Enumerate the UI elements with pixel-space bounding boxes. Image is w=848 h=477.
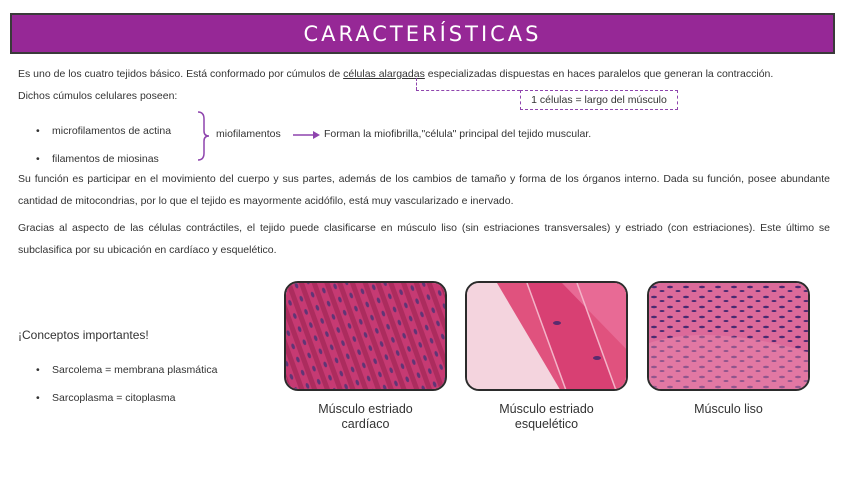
caption-cardiac: Músculo estriado cardíaco xyxy=(318,402,413,431)
intro-line2: Dichos cúmulos celulares poseen: xyxy=(18,90,178,102)
intro-paragraph xyxy=(18,63,830,107)
brace-icon xyxy=(196,111,210,161)
list-item: • filamentos de miosinas xyxy=(36,145,171,173)
components-list xyxy=(36,117,171,173)
list-item: • microfilamentos de actina xyxy=(36,117,171,145)
intro-text-after: especializadas dispuestas en haces paralelos que generan la contracción. xyxy=(424,68,774,80)
function-paragraph: Su función es participar en el movimiento del cuerpo y sus partes, además de los cambios de tamaño y forma de los órganos interno. Dada su función, posee abundante cantidad de mitocondrias, por lo que el tejido es mayormente acidófilo, está muy vascularizado e inervado. xyxy=(18,173,830,207)
list-item: • Sarcoplasma = citoplasma xyxy=(36,384,217,412)
skeletal-muscle-image xyxy=(465,281,628,391)
cardiac-muscle-image xyxy=(284,281,447,391)
intro-highlight: células alargadas xyxy=(343,68,425,80)
callout-connector-vertical xyxy=(416,78,417,90)
smooth-muscle-image xyxy=(647,281,810,391)
title-banner xyxy=(10,13,835,54)
caption-skeletal: Músculo estriado esquelético xyxy=(499,402,594,431)
list-item: • Sarcolema = membrana plasmática xyxy=(36,356,217,384)
arrow-right-icon xyxy=(293,130,321,140)
concepts-list xyxy=(36,356,217,412)
page-title: CARACTERÍSTICAS xyxy=(303,21,542,46)
caption-smooth: Músculo liso xyxy=(694,402,763,416)
callout-connector-horizontal xyxy=(416,90,520,91)
classification-paragraph: Gracias al aspecto de las células contráctiles, el tejido puede clasificarse en músculo liso (sin estriaciones transversales) y estriado (con estriaciones). Este último se subclasifica por su ubicación en cardíaco y esquelético. xyxy=(18,222,830,256)
callout-box xyxy=(520,90,678,110)
miofibrilla-text: Forman la miofibrilla,"célula" principal del tejido muscular. xyxy=(324,128,592,140)
intro-text-before: Es uno de los cuatro tejidos básico. Está conformado por cúmulos de xyxy=(18,68,344,80)
miofilamentos-label: miofilamentos xyxy=(216,128,281,140)
concepts-title: ¡Conceptos importantes! xyxy=(18,328,149,342)
callout-text: 1 células = largo del músculo xyxy=(531,94,667,106)
